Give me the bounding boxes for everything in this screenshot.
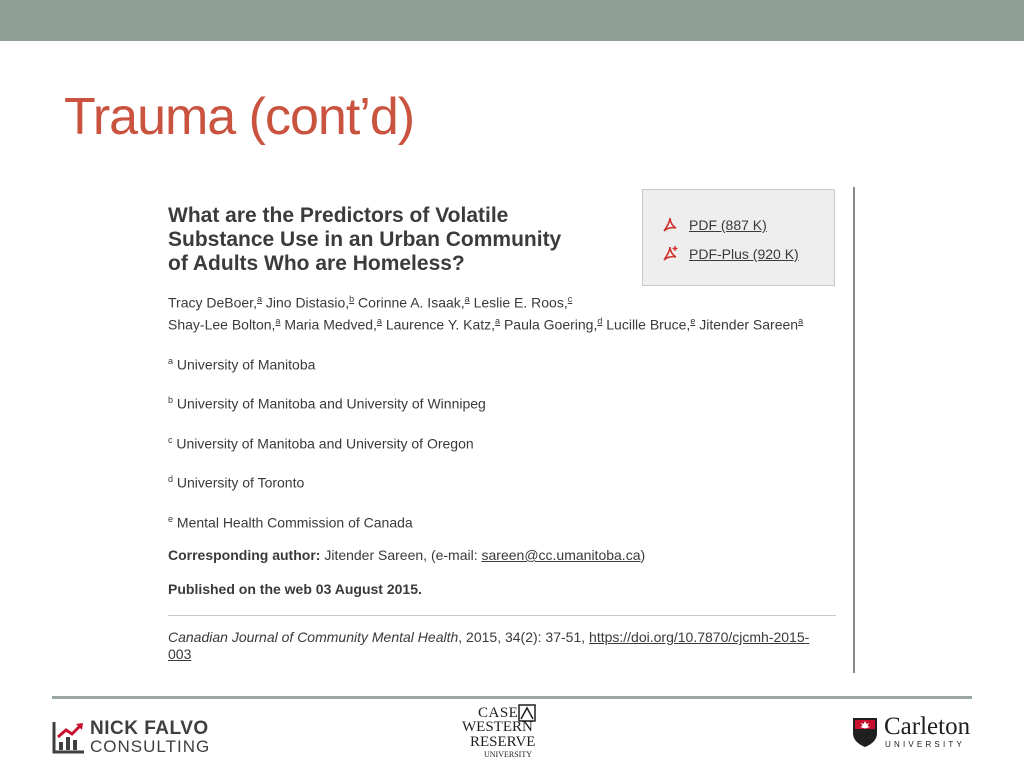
carleton-shield-icon [852,716,878,748]
affiliation [168,514,413,531]
nick-falvo-logo [52,718,222,756]
affiliation-marker: b [168,395,174,405]
citation-cont [168,646,191,662]
pdf-plus-icon [661,245,679,263]
pdf-link[interactable] [661,216,767,234]
citation-details: , 2015, 34(2): 37-51, [458,629,590,645]
nick-falvo-line1: NICK FALVO [90,718,209,739]
affiliation-text: University of Manitoba and University of Winnipeg [176,395,486,412]
author-affiliation-link[interactable]: e [690,316,696,326]
article-title-line: of Adults Who are Homeless? [168,252,465,275]
doi-link[interactable]: 003 [168,646,192,662]
pdf-plus-link-label[interactable]: PDF-Plus (920 K) [689,246,799,262]
slide-title: Trauma (cont’d) [64,88,415,146]
affiliation [168,435,474,452]
doi-link[interactable]: https://doi.org/10.7870/cjcmh-2015- [589,629,810,645]
author-affiliation-link[interactable]: c [567,294,573,304]
pdf-plus-link[interactable] [661,245,799,263]
corresponding-close: ) [640,547,646,563]
author-affiliation-link[interactable]: d [597,316,603,326]
published-text: Published on the web 03 August 2015. [168,581,422,597]
author-name: Leslie E. Roos, [473,294,568,311]
author-name: Jino Distasio, [265,294,350,311]
journal-name: Canadian Journal of Community Mental Health [168,629,459,645]
affiliation-marker: d [168,474,174,484]
carleton-university: UNIVERSITY [885,740,966,749]
author-name: Shay-Lee Bolton, [168,316,276,333]
article-screenshot [150,187,855,673]
affiliation [168,395,486,412]
author-line-2 [168,316,803,333]
case-western-logo [462,704,542,762]
footer-rule [52,696,972,699]
carleton-name: Carleton [884,713,971,740]
divider [168,615,836,616]
pdf-icon [661,216,679,234]
affiliation-marker: a [168,356,174,366]
author-affiliation-link[interactable]: a [256,294,262,304]
screenshot-right-border [853,187,855,673]
affiliation [168,474,304,491]
article-title [168,204,638,276]
affiliation [168,356,315,373]
author-name: Laurence Y. Katz, [385,316,496,333]
author-name: Jitender Sareen [699,316,799,333]
affiliation-marker: c [168,435,173,445]
affiliation-text: University of Toronto [176,474,305,491]
corresponding-label: Corresponding author: [168,547,321,563]
top-banner [0,0,1024,41]
author-affiliation-link[interactable]: a [798,316,804,326]
author-name: Lucille Bruce, [606,316,691,333]
email-link[interactable]: sareen@cc.umanitoba.ca [481,547,641,563]
author-affiliation-link[interactable]: a [464,294,470,304]
author-affiliation-link[interactable]: a [275,316,281,326]
case-western-line2: WESTERN [462,719,533,735]
article-title-line: Substance Use in an Urban Community [168,228,562,251]
case-western-line3: RESERVE [470,734,536,750]
author-line-1 [168,294,572,311]
citation [168,629,809,645]
pdf-link-label[interactable]: PDF (887 K) [689,217,767,233]
pdf-download-box [642,189,835,286]
author-name: Paula Goering, [503,316,598,333]
author-affiliation-link[interactable]: a [495,316,501,326]
carleton-logo [852,714,976,754]
affiliation-text: University of Manitoba and University of Oregon [176,435,474,452]
affiliation-marker: e [168,514,174,524]
case-western-line4: UNIVERSITY [484,750,532,759]
affiliation-text: Mental Health Commission of Canada [176,514,413,531]
author-name: Tracy DeBoer, [168,294,257,311]
author-name: Corinne A. Isaak, [358,294,465,311]
author-affiliation-link[interactable]: a [376,316,382,326]
author-name: Maria Medved, [284,316,377,333]
case-western-line1: CASE [478,705,519,721]
corresponding-author [168,547,645,563]
corresponding-text: Jitender Sareen, (e-mail: [320,547,482,563]
affiliation-text: University of Manitoba [176,356,316,373]
chart-arrow-icon [52,720,86,754]
author-affiliation-link[interactable]: b [349,294,355,304]
published-date [168,581,422,597]
article-title-line: What are the Predictors of Volatile [168,204,509,227]
nick-falvo-line2: CONSULTING [90,737,211,756]
